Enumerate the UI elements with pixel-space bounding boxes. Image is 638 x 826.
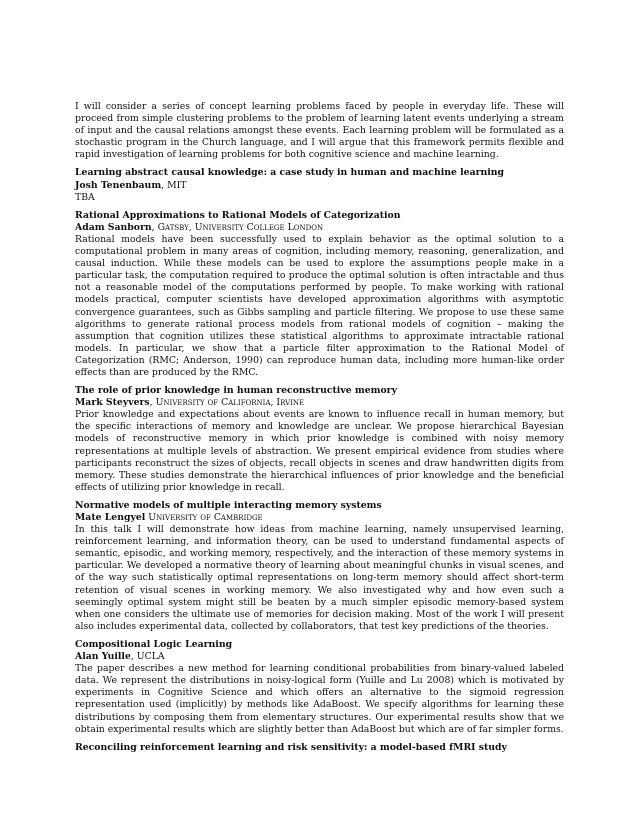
author-name: Alan Yuille [75, 651, 131, 663]
author-line: Adam Sanborn, Gatsby, University College London [75, 221, 324, 233]
author-line: Mark Steyvers, University of California, Irvine [75, 397, 305, 409]
author-name: Josh Tenenbaum [75, 179, 162, 191]
abstract-body: TBA [75, 191, 95, 203]
abstract-title: Learning abstract causal knowledge: a case study in human and machine learning [75, 167, 505, 179]
abstract-title: Compositional Logic Learning [75, 638, 233, 650]
abstract-lengyel [75, 500, 564, 633]
author-line [75, 512, 564, 524]
abstract-title: Rational Approximations to Rational Models of Categorization [75, 209, 401, 221]
author-affiliation: University of Cambridge [148, 512, 263, 523]
author-affiliation: MIT [167, 179, 187, 191]
abstract-body: Prior knowledge and expectations about events are known to influence recall in human memory, but the specific interactions of memory and knowledge are unclear. We propose hierarchical Bayesian models of reconstructive memory in which prior knowledge is combined with noisy memory representations at multiple levels of abstraction. We present empirical evidence from studies where participants reconstruct the sizes of objects, recall objects in scenes and draw handwritten digits from memory. These studies demonstrate the hierarchical influences of prior knowledge and the beneficial effects of utilizing prior knowledge in recall. [75, 409, 564, 493]
intro-paragraph: I will consider a series of concept learning problems faced by people in everyday life. These will proceed from simple clustering problems to the problem of learning latent events underlying a stream of input and the causal relations amongst these events. Each learning problem will be formulated as a stochastic program in the Church language, and I will argue that this framework permits flexible and rapid investigation of learning problems for both cognitive science and machine learning. [75, 101, 564, 161]
abstract-title: The role of prior knowledge in human reconstructive memory [75, 385, 397, 397]
author-affiliation: University of California, Irvine [155, 397, 305, 409]
author-name: Mate Lengyel [75, 512, 146, 523]
author-affiliation: UCLA [136, 651, 165, 663]
abstract-yuille [75, 639, 564, 736]
author-name: Mark Steyvers [75, 397, 150, 409]
abstract-title: Reconciling reinforcement learning and risk sensitivity: a model-based fMRI study [75, 741, 507, 753]
page-content [75, 101, 564, 754]
author-affiliation: Gatsby, University College London [157, 221, 324, 233]
abstract-body: In this talk I will demonstrate how ideas from machine learning, namely unsupervised learning, reinforcement learning, and information theory, can be used to understand fundamental aspects of semantic, episodic, and working memory, respectively, and the interaction of these memory systems in particular. We developed a normative theory of learning about meaningful chunks in visual scenes, and of the way such statistically optimal representations on long-term memory should affect short-term retention of visual scenes in working memory. We also investigated why and how even such a seemingly optimal system might still be beaten by a much simpler episodic memory-based system when one considers the ultimate use of memories for decision making. Most of the work I will present also includes experimental data, collected by collaborators, that test key predictions of the theories. [75, 524, 564, 632]
author-line: Alan Yuille, UCLA [75, 651, 165, 663]
author-name: Adam Sanborn [75, 221, 152, 233]
abstract-tenenbaum [75, 167, 564, 203]
abstract-sanborn [75, 210, 564, 379]
abstract-steyvers [75, 385, 564, 494]
abstract-trailing [75, 742, 564, 754]
abstract-body: Rational models have been successfully used to explain behavior as the optimal solution to a computational problem in many areas of cognition, including memory, reasoning, generalization, and causal induction. While these models can be used to explore the assumptions people make in a particular task, the computation required to produce the optimal solution is often intractable and thus not a reasonable model of the computations performed by people. To make working with rational models practical, computer scientists have developed approximation algorithms with asymptotic convergence guarantees, such as Gibbs sampling and particle filtering. We propose to use these same algorithms to generate rational process models from rational models of cognition – making the assumption that cognition utilizes these statistical algorithms to approximate intractable rational models. In particular, we show that a particle filter approximation to the Rational Model of Categorization (RMC; Anderson, 1990) can reproduce human data, including more human-like order effects than are produced by the RMC. [75, 233, 564, 378]
author-line: Josh Tenenbaum, MIT [75, 179, 187, 191]
abstract-title: Normative models of multiple interacting memory systems [75, 499, 382, 511]
abstract-body: The paper describes a new method for learning conditional probabilities from binary-valued labeled data. We represent the distributions in noisy-logical form (Yuille and Lu 2008) which is motivated by experiments in Cognitive Science and which offers an alternative to the sigmoid regression representation used (implicitly) by methods like AdaBoost. We specify algorithms for learning these distributions by composing them from elementary structures. Our experimental results show that we obtain experimental results which are slightly better than AdaBoost but which are of far simpler forms. [75, 663, 564, 735]
